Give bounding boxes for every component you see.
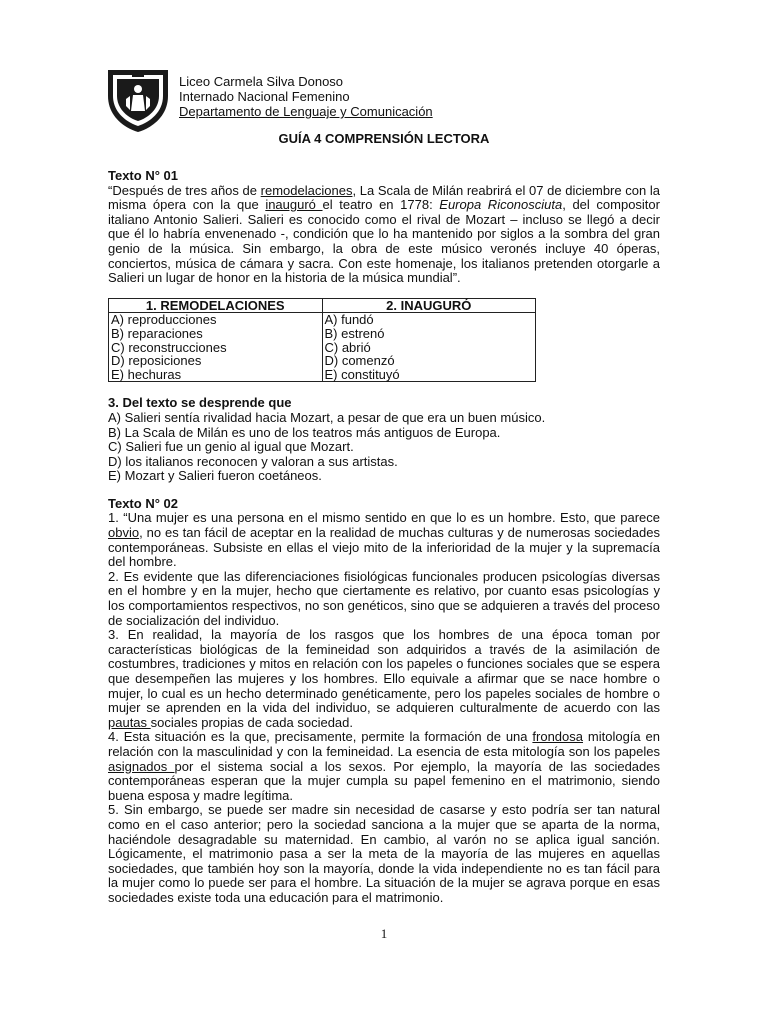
vocab-header-1: 1. REMODELACIONES xyxy=(109,298,323,313)
program-name: Internado Nacional Femenino xyxy=(179,89,350,104)
vocab-option: E) constituyó xyxy=(324,366,400,382)
keyword-frondosa: frondosa xyxy=(532,729,583,745)
page-number: 1 xyxy=(380,926,388,941)
keyword-remodelaciones: remodelaciones xyxy=(260,182,353,198)
question-3 xyxy=(108,396,660,484)
opera-title: Europa Riconosciuta xyxy=(439,197,563,213)
keyword-inauguro: inauguró xyxy=(265,197,323,213)
text2-paragraph-4 xyxy=(108,730,660,803)
vocab-option: A) reproducciones xyxy=(111,312,217,328)
text1-seg: “Después de tres años de xyxy=(108,182,261,198)
question-option: A) Salieri sentía rivalidad hacia Mozart, a pesar de que era un buen músico. xyxy=(108,409,546,425)
text1-paragraph xyxy=(108,184,660,286)
vocab-option: D) comenzó xyxy=(324,353,395,369)
text1-heading: Texto N° 01 xyxy=(108,168,178,183)
question-option: B) La Scala de Milán es uno de los teatros más antiguos de Europa. xyxy=(108,424,501,440)
text2-heading: Texto N° 02 xyxy=(108,495,178,511)
text2-paragraph-5: 5. Sin embargo, se puede ser madre sin necesidad de casarse y esto podría ser tan natural como en el caso anterior; pero la sociedad sanciona a la mujer que se aparta de la norma, haciéndole desagradable su maternidad. En cambio, al varón no se aplica igual sanción. Lógicamente, el matrimonio pasa a ser la meta de la mayoría de las mujeres en aquellas sociedades, que también hoy son la mayoría, donde la vida independiente no es tan fácil para la mujer como lo puede ser para el hombre. La situación de la mujer se agrava porque en esas sociedades existe toda una educación para el matrimonio. xyxy=(108,802,660,905)
text2-seg: 1. “Una mujer es una persona en el mismo sentido en que lo es un hombre. Esto, que parece xyxy=(108,510,660,526)
text2-paragraph-1 xyxy=(108,511,660,569)
text1-seg: , La Scala de Milán reabrirá el 07 de diciembre con la misma ópera con la que xyxy=(108,182,660,213)
keyword-pautas: pautas xyxy=(108,714,151,730)
school-crest-logo xyxy=(106,66,170,134)
vocabulary-table xyxy=(108,298,536,383)
text2-paragraph-3 xyxy=(108,628,660,730)
question-option: C) Salieri fue un genio al igual que Mozart. xyxy=(108,439,354,455)
vocab-option: B) reparaciones xyxy=(111,325,203,341)
school-name: Liceo Carmela Silva Donoso xyxy=(179,74,344,89)
vocab-option: C) abrió xyxy=(324,339,371,355)
document-title: GUÍA 4 COMPRENSIÓN LECTORA xyxy=(278,131,490,146)
keyword-asignados: asignados xyxy=(108,758,175,774)
vocab-option: E) hechuras xyxy=(111,366,182,382)
text2-seg: sociales propias de cada sociedad. xyxy=(150,714,354,730)
document-body xyxy=(108,169,660,906)
text1-seg: el teatro en 1778: xyxy=(322,197,440,213)
school-header xyxy=(179,74,433,119)
text2-seg: 3. En realidad, la mayoría de los rasgos que los hombres de una época toman por características biológicas de la femineidad son adquiridos a través de la asimilación de costumbres, tradiciones y mitos en relación con los papeles o funciones sociales que se espera que desempeñen las mujeres y los hombres. Ello equivale a afirmar que se nace hombre o mujer, lo cual es un hecho determinado genéticamente, pero los papeles sociales de hombre o mujer se aprenden en la vida del individuo, se adquieren culturalmente de acuerdo con las xyxy=(108,627,660,716)
question-3-heading: 3. Del texto se desprende que xyxy=(108,395,292,411)
vocab-options-1 xyxy=(109,313,323,382)
text2-seg: , no es tan fácil de aceptar en la realidad de muchas culturas y de numerosas sociedades contemporáneas. Subsiste en ellas el viejo mito de la inferioridad de la mujer y la supremacía del hombre. xyxy=(108,525,660,570)
vocab-option: A) fundó xyxy=(324,312,374,328)
text2-seg: mitología en relación con la masculinidad y con la femineidad. La esencia de esta mitología son los papeles xyxy=(108,729,660,759)
vocab-option: B) estrenó xyxy=(324,325,385,341)
vocab-option: C) reconstrucciones xyxy=(111,339,227,355)
text2-paragraph-2: 2. Es evidente que las diferenciaciones fisiológicas funcionales producen psicologías diversas en el hombre y en la mujer, hecho que ciertamente es relativo, por cuanto esas psicologías y los comportamientos respectivos, no son genéticos, sino que se adquieren a través del proceso de socialización del individuo. xyxy=(108,568,660,628)
vocab-header-2: 2. INAUGURÓ xyxy=(322,298,536,313)
vocab-option: D) reposiciones xyxy=(111,353,202,369)
vocab-options-2 xyxy=(322,313,536,382)
keyword-obvio: obvio xyxy=(108,525,140,541)
department-name: Departamento de Lenguaje y Comunicación xyxy=(179,104,433,119)
text2-seg: por el sistema social a los sexos. Por ejemplo, la mayoría de las sociedades contemporáneas esperan que la mujer cumpla su papel femenino en el matrimonio, siendo buena esposa y madre legítima. xyxy=(108,758,660,803)
question-option: D) los italianos reconocen y valoran a sus artistas. xyxy=(108,453,398,469)
text2-section xyxy=(108,497,660,906)
question-option: E) Mozart y Salieri fueron coetáneos. xyxy=(108,468,322,484)
text1-seg: , del compositor italiano Antonio Salieri. Salieri es conocido como el rival de Mozart – incluso se llegó a decir que él lo habría envenenado -, condición que lo ha mantenido por siglos a la sombra del gran genio de la música. Sin embargo, la obra de este músico veronés incluye 40 óperas, conciertos, música de cámara y sacra. Con este homenaje, los italianos pretenden otorgarle a Salieri un lugar de honor en la historia de la música mundial”. xyxy=(108,197,660,286)
text2-seg: 4. Esta situación es la que, precisamente, permite la formación de una xyxy=(108,729,533,745)
